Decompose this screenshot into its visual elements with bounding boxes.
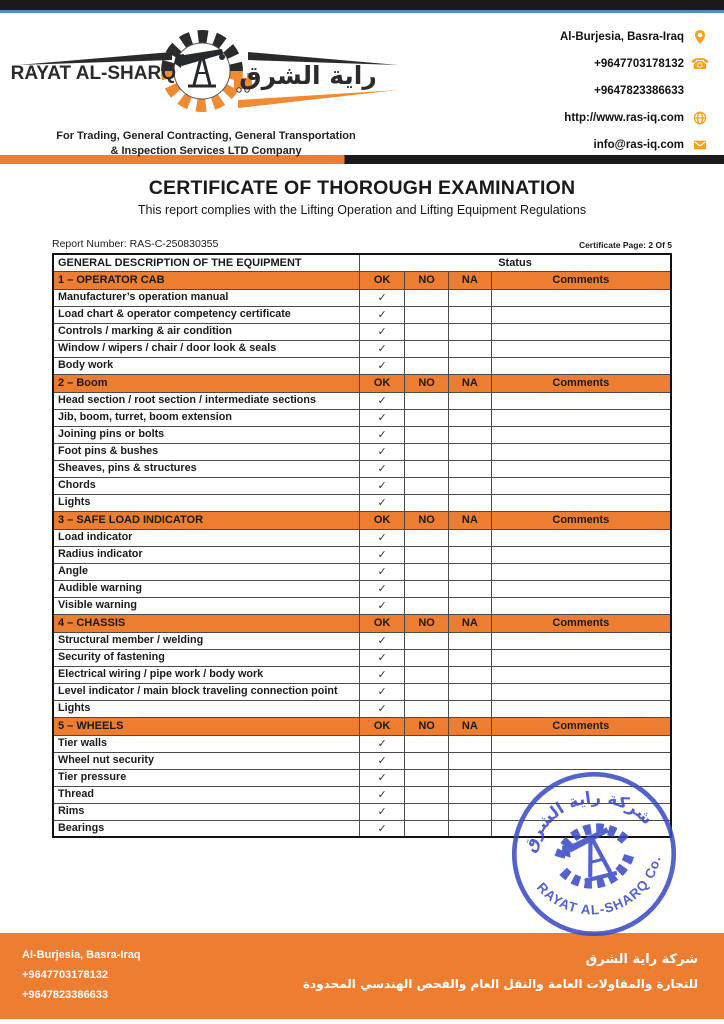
item-row: [53, 632, 671, 649]
ok-cell: ✓: [360, 460, 405, 477]
comments-cell: [491, 289, 671, 306]
contact-email: [478, 137, 708, 153]
section-header-row: [53, 511, 671, 529]
na-cell: [449, 803, 492, 820]
top-accent-bar: [0, 0, 724, 13]
item-label: Joining pins or bolts: [53, 426, 360, 443]
na-cell: [449, 597, 492, 614]
company-name-arabic: راية الشرق: [239, 61, 377, 90]
ok-cell: ✓: [360, 700, 405, 717]
item-row: [53, 306, 671, 323]
na-cell: [449, 820, 492, 837]
na-cell: [449, 546, 492, 563]
comments-cell: [491, 563, 671, 580]
comments-cell: [491, 632, 671, 649]
section-title: 4 – CHASSIS: [53, 614, 360, 632]
na-cell: [449, 786, 492, 803]
ok-cell: ✓: [360, 443, 405, 460]
section-header-row: [53, 271, 671, 289]
no-cell: [405, 820, 449, 837]
status-column-header: NA: [449, 614, 492, 632]
footer-company-name-arabic: شركة راية الشرق: [585, 952, 698, 967]
ok-cell: ✓: [360, 580, 405, 597]
comments-cell: [491, 735, 671, 752]
footer-arabic-block: [303, 946, 698, 1019]
item-label: Window / wipers / chair / door look & seals: [53, 340, 360, 357]
item-row: [53, 392, 671, 409]
na-cell: [449, 494, 492, 511]
ok-cell: ✓: [360, 769, 405, 786]
certificate-page-number: Certificate Page: 2 Of 5: [578, 240, 672, 250]
status-column-header: Comments: [491, 374, 671, 392]
comments-cell: [491, 460, 671, 477]
no-cell: [405, 477, 449, 494]
ok-cell: ✓: [360, 289, 405, 306]
item-row: [53, 460, 671, 477]
item-label: Audible warning: [53, 580, 360, 597]
no-cell: [405, 563, 449, 580]
no-cell: [405, 735, 449, 752]
ok-cell: ✓: [360, 409, 405, 426]
comments-cell: [491, 426, 671, 443]
ok-cell: ✓: [360, 392, 405, 409]
item-label: Sheaves, pins & structures: [53, 460, 360, 477]
item-label: Body work: [53, 357, 360, 374]
ok-cell: ✓: [360, 306, 405, 323]
no-cell: [405, 529, 449, 546]
equipment-table: [52, 253, 672, 838]
comments-cell: [491, 340, 671, 357]
item-label: Structural member / welding: [53, 632, 360, 649]
item-label: Level indicator / main block traveling connection point: [53, 683, 360, 700]
item-row: [53, 477, 671, 494]
contact-phone-1: [478, 56, 708, 72]
no-cell: [405, 357, 449, 374]
item-label: Radius indicator: [53, 546, 360, 563]
item-label: Tier pressure: [53, 769, 360, 786]
company-name-english: RAYAT AL-SHARQ: [10, 63, 176, 84]
na-cell: [449, 409, 492, 426]
item-row: [53, 649, 671, 666]
section-title: 1 – OPERATOR CAB: [53, 271, 360, 289]
comments-cell: [491, 597, 671, 614]
ok-cell: ✓: [360, 357, 405, 374]
no-cell: [405, 426, 449, 443]
general-description-header: GENERAL DESCRIPTION OF THE EQUIPMENT: [53, 254, 360, 271]
status-column-header: NA: [449, 511, 492, 529]
item-label: Electrical wiring / pipe work / body work: [53, 666, 360, 683]
item-row: [53, 580, 671, 597]
phone-2-text: +9647823386633: [594, 85, 684, 97]
comments-cell: [491, 666, 671, 683]
na-cell: [449, 460, 492, 477]
no-cell: [405, 323, 449, 340]
ok-cell: ✓: [360, 735, 405, 752]
item-label: Rims: [53, 803, 360, 820]
item-label: Load chart & operator competency certificate: [53, 306, 360, 323]
tagline-line-1: For Trading, General Contracting, General Transportation: [56, 130, 356, 142]
comments-cell: [491, 409, 671, 426]
item-row: [53, 289, 671, 306]
item-label: Thread: [53, 786, 360, 803]
comments-cell: [491, 683, 671, 700]
na-cell: [449, 700, 492, 717]
ok-cell: ✓: [360, 529, 405, 546]
status-column-header: NO: [405, 614, 449, 632]
item-row: [53, 546, 671, 563]
item-label: Load indicator: [53, 529, 360, 546]
section-title: 5 – WHEELS: [53, 717, 360, 735]
no-cell: [405, 769, 449, 786]
website-text: http://www.ras-iq.com: [564, 112, 684, 124]
ok-cell: ✓: [360, 632, 405, 649]
phone-icon: ☎: [690, 55, 710, 73]
item-row: [53, 563, 671, 580]
status-column-header: Comments: [491, 717, 671, 735]
comments-cell: [491, 546, 671, 563]
ok-cell: ✓: [360, 546, 405, 563]
status-column-header: Comments: [491, 511, 671, 529]
item-row: [53, 597, 671, 614]
na-cell: [449, 769, 492, 786]
table-header-row: [53, 254, 671, 271]
item-label: Controls / marking & air condition: [53, 323, 360, 340]
na-cell: [449, 357, 492, 374]
status-column-header: OK: [360, 511, 405, 529]
na-cell: [449, 289, 492, 306]
no-cell: [405, 443, 449, 460]
na-cell: [449, 340, 492, 357]
status-column-header: Comments: [491, 271, 671, 289]
comments-cell: [491, 323, 671, 340]
footer-phone-1: +9647703178132: [22, 968, 108, 981]
status-column-header: NO: [405, 374, 449, 392]
comments-cell: [491, 392, 671, 409]
phone-1-text: +9647703178132: [594, 58, 684, 70]
page-title: CERTIFICATE OF THOROUGH EXAMINATION: [148, 177, 576, 199]
na-cell: [449, 563, 492, 580]
na-cell: [449, 323, 492, 340]
na-cell: [449, 735, 492, 752]
empty-icon-spacer: [692, 83, 708, 99]
globe-icon: [692, 110, 708, 126]
comments-cell: [491, 443, 671, 460]
contact-phone-2: [478, 83, 708, 99]
footer-company-description-arabic: للتجارة والمقاولات العامة والنقل العام والفحص الهندسي المحدودة: [302, 977, 698, 991]
no-cell: [405, 649, 449, 666]
footer-phone-2: +9647823386633: [22, 988, 108, 1001]
address-text: Al-Burjesia, Basra-Iraq: [560, 31, 684, 43]
item-label: Security of fastening: [53, 649, 360, 666]
contact-website: [478, 110, 708, 126]
no-cell: [405, 392, 449, 409]
comments-cell: [491, 700, 671, 717]
item-label: Foot pins & bushes: [53, 443, 360, 460]
status-column-header: NA: [449, 717, 492, 735]
status-column-header: OK: [360, 271, 405, 289]
comments-cell: [491, 494, 671, 511]
item-label: Lights: [53, 700, 360, 717]
ok-cell: ✓: [360, 803, 405, 820]
item-row: [53, 494, 671, 511]
no-cell: [405, 683, 449, 700]
no-cell: [405, 546, 449, 563]
no-cell: [405, 580, 449, 597]
email-text: info@ras-iq.com: [593, 139, 684, 151]
company-tagline: [6, 129, 406, 159]
item-label: Wheel nut security: [53, 752, 360, 769]
item-label: Angle: [53, 563, 360, 580]
ok-cell: ✓: [360, 820, 405, 837]
contact-list: [478, 29, 708, 164]
section-header-row: [53, 717, 671, 735]
contact-address: [478, 29, 708, 45]
ok-cell: ✓: [360, 649, 405, 666]
na-cell: [449, 426, 492, 443]
status-column-header: NO: [405, 717, 449, 735]
report-meta: [52, 238, 672, 250]
item-row: [53, 700, 671, 717]
ok-cell: ✓: [360, 340, 405, 357]
na-cell: [449, 649, 492, 666]
page-subtitle: This report complies with the Lifting Operation and Lifting Equipment Regulations: [137, 203, 587, 217]
company-stamp: [506, 766, 682, 942]
envelope-icon: [692, 137, 708, 153]
company-logo: [6, 23, 406, 127]
na-cell: [449, 666, 492, 683]
footer-address: Al-Burjesia, Basra-Iraq: [22, 949, 141, 961]
ok-cell: ✓: [360, 752, 405, 769]
item-row: [53, 443, 671, 460]
no-cell: [405, 803, 449, 820]
na-cell: [449, 477, 492, 494]
section-header-row: [53, 374, 671, 392]
item-row: [53, 340, 671, 357]
na-cell: [449, 683, 492, 700]
status-column-header: NA: [449, 271, 492, 289]
no-cell: [405, 409, 449, 426]
ok-cell: ✓: [360, 563, 405, 580]
no-cell: [405, 460, 449, 477]
no-cell: [405, 700, 449, 717]
ok-cell: ✓: [360, 426, 405, 443]
ok-cell: ✓: [360, 597, 405, 614]
comments-cell: [491, 306, 671, 323]
na-cell: [449, 752, 492, 769]
tagline-line-2: & Inspection Services LTD Company: [110, 144, 302, 157]
no-cell: [405, 666, 449, 683]
ok-cell: ✓: [360, 666, 405, 683]
ok-cell: ✓: [360, 494, 405, 511]
ok-cell: ✓: [360, 477, 405, 494]
comments-cell: [491, 477, 671, 494]
header: [0, 13, 724, 155]
na-cell: [449, 392, 492, 409]
item-row: [53, 666, 671, 683]
status-column-header: OK: [360, 717, 405, 735]
item-row: [53, 683, 671, 700]
item-row: [53, 409, 671, 426]
ok-cell: ✓: [360, 786, 405, 803]
no-cell: [405, 597, 449, 614]
no-cell: [405, 786, 449, 803]
item-label: Lights: [53, 494, 360, 511]
comments-cell: [491, 529, 671, 546]
item-row: [53, 529, 671, 546]
no-cell: [405, 632, 449, 649]
comments-cell: [491, 649, 671, 666]
status-column-header: NO: [405, 511, 449, 529]
item-label: Manufacturer’s operation manual: [53, 289, 360, 306]
item-label: Bearings: [53, 820, 360, 837]
na-cell: [449, 529, 492, 546]
status-column-header: OK: [360, 374, 405, 392]
comments-cell: [491, 357, 671, 374]
comments-cell: [491, 580, 671, 597]
footer: [0, 933, 724, 1019]
item-label: Chords: [53, 477, 360, 494]
footer-contact-block: [22, 946, 141, 1019]
status-column-header: OK: [360, 614, 405, 632]
report-number: Report Number: RAS-C-250830355: [52, 238, 219, 250]
status-column-header: NO: [405, 271, 449, 289]
item-row: [53, 323, 671, 340]
item-label: Head section / root section / intermediate sections: [53, 392, 360, 409]
item-row: [53, 426, 671, 443]
item-row: [53, 357, 671, 374]
na-cell: [449, 580, 492, 597]
item-row: [53, 735, 671, 752]
no-cell: [405, 340, 449, 357]
no-cell: [405, 306, 449, 323]
item-label: Jib, boom, turret, boom extension: [53, 409, 360, 426]
no-cell: [405, 289, 449, 306]
ok-cell: ✓: [360, 683, 405, 700]
no-cell: [405, 494, 449, 511]
status-column-header: NA: [449, 374, 492, 392]
na-cell: [449, 306, 492, 323]
item-label: Tier walls: [53, 735, 360, 752]
na-cell: [449, 443, 492, 460]
location-pin-icon: [692, 29, 708, 45]
na-cell: [449, 632, 492, 649]
stamp-english-text: RAYAT AL-SHARQ Co.: [533, 853, 664, 918]
status-column-header: Comments: [491, 614, 671, 632]
logo-orange-swoosh: [238, 90, 398, 108]
status-header: Status: [360, 254, 671, 271]
section-title: 3 – SAFE LOAD INDICATOR: [53, 511, 360, 529]
ok-cell: ✓: [360, 323, 405, 340]
section-title: 2 – Boom: [53, 374, 360, 392]
section-header-row: [53, 614, 671, 632]
stamp-arabic-text: شركة راية الشرق: [519, 787, 657, 855]
no-cell: [405, 752, 449, 769]
gear-icon: [169, 38, 235, 104]
item-label: Visible warning: [53, 597, 360, 614]
